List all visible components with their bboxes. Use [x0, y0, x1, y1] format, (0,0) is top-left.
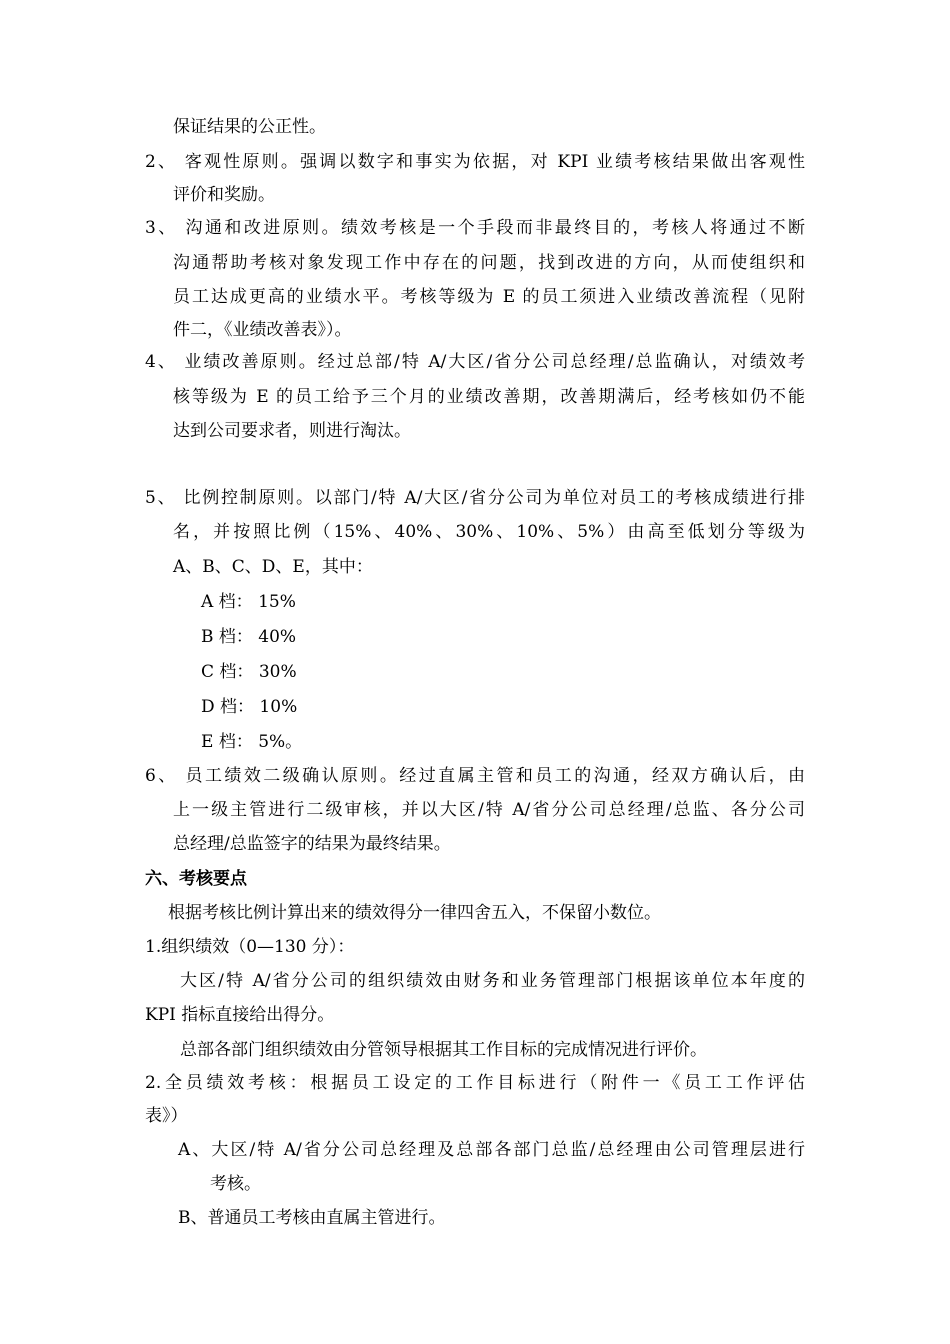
- subsection-heading: 2.全员绩效考核：根据员工设定的工作目标进行（附件一《员工工作评估: [145, 1073, 805, 1093]
- list-item-3: 3、 沟通和改进原则。绩效考核是一个手段而非最终目的，考核人将通过不断: [145, 218, 805, 238]
- grade-d-line: D 档： 10%: [201, 697, 298, 717]
- text-line: 名，并按照比例（15%、40%、30%、10%、5%）由高至低划分等级为: [173, 522, 805, 542]
- text-line: 考核。: [210, 1174, 261, 1194]
- list-item-a: A、大区/特 A/省分公司总经理及总部各部门总监/总经理由公司管理层进行: [178, 1140, 805, 1160]
- list-item-2: 2、 客观性原则。强调以数字和事实为依据，对 KPI 业绩考核结果做出客观性: [145, 152, 805, 172]
- grade-b-line: B 档： 40%: [201, 627, 297, 647]
- list-item-6: 6、 员工绩效二级确认原则。经过直属主管和员工的沟通，经双方确认后，由: [145, 766, 805, 786]
- grade-c-line: C 档： 30%: [201, 662, 297, 682]
- list-item-5: 5、 比例控制原则。以部门/特 A/大区/省分公司为单位对员工的考核成绩进行排: [145, 488, 805, 508]
- text-line: 总部各部门组织绩效由分管领导根据其工作目标的完成情况进行评价。: [180, 1040, 707, 1060]
- text-line: 核等级为 E 的员工给予三个月的业绩改善期，改善期满后，经考核如仍不能: [173, 387, 805, 407]
- text-line: 上一级主管进行二级审核，并以大区/特 A/省分公司总经理/总监、各分公司: [173, 800, 805, 820]
- subsection-heading: 1.组织绩效（0—130 分）：: [145, 937, 355, 957]
- grade-a-line: A 档： 15%: [201, 592, 296, 612]
- text-line: 沟通帮助考核对象发现工作中存在的问题，找到改进的方向，从而使组织和: [173, 253, 805, 273]
- section-heading: 六、考核要点: [145, 869, 247, 889]
- text-line: 大区/特 A/省分公司的组织绩效由财务和业务管理部门根据该单位本年度的: [180, 971, 805, 991]
- text-line: A、B、C、D、E，其中：: [173, 557, 373, 577]
- text-line: 达到公司要求者，则进行淘汰。: [173, 421, 411, 441]
- list-item-b: B、普通员工考核由直属主管进行。: [178, 1208, 446, 1228]
- text-line: 总经理/总监签字的结果为最终结果。: [173, 834, 451, 854]
- text-line: 员工达成更高的业绩水平。考核等级为 E 的员工须进入业绩改善流程（见附: [173, 287, 805, 307]
- list-item-4: 4、 业绩改善原则。经过总部/特 A/大区/省分公司总经理/总监确认，对绩效考: [145, 352, 805, 372]
- text-line: KPI 指标直接给出得分。: [145, 1005, 335, 1025]
- text-line: 表》）: [145, 1106, 188, 1126]
- text-line: 评价和奖励。: [173, 185, 275, 205]
- grade-e-line: E 档： 5%。: [201, 732, 303, 752]
- text-line: 件二，《业绩改善表》）。: [173, 320, 352, 340]
- text-line: 保证结果的公正性。: [173, 117, 326, 137]
- text-line: 根据考核比例计算出来的绩效得分一律四舍五入，不保留小数位。: [168, 903, 661, 923]
